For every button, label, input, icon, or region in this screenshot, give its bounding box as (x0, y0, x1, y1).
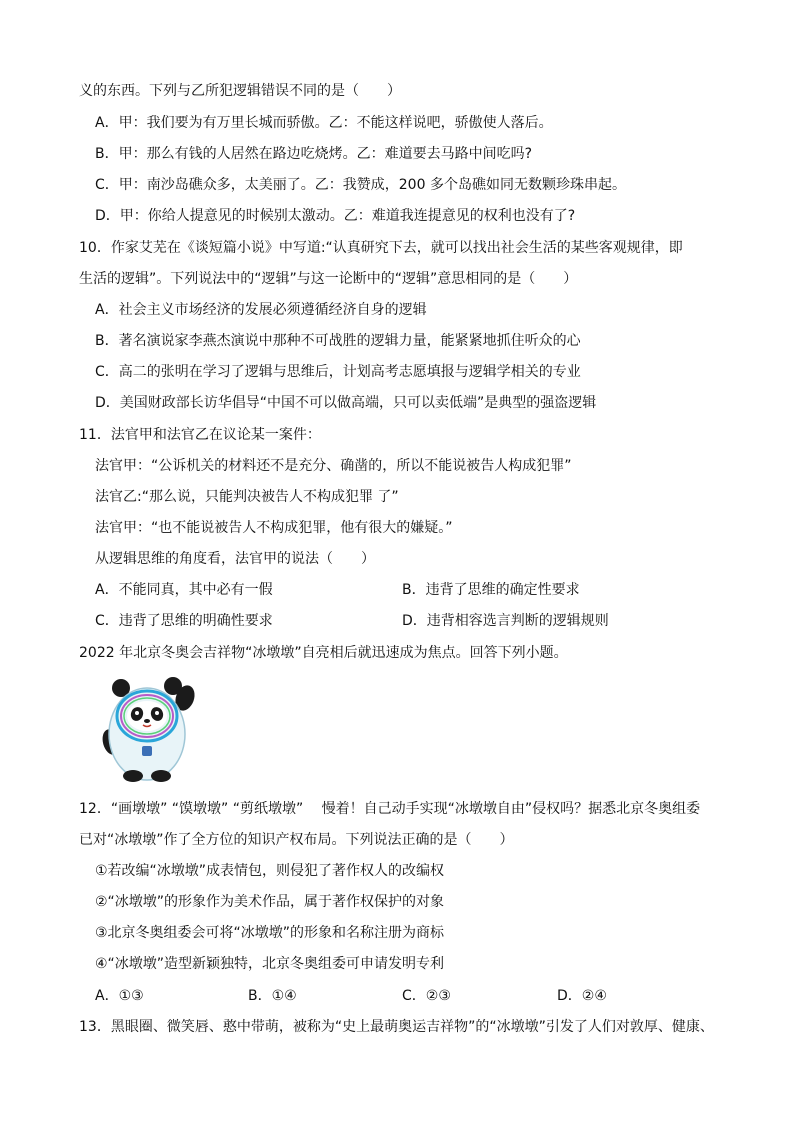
q11-quote-judge-b: 法官乙:“那么说，只能判决被告人不构成犯罪 了” (95, 489, 399, 505)
q10-option-c: C．高二的张明在学习了逻辑与思维后，计划高考志愿填报与逻辑学相关的专业 (95, 364, 581, 380)
q10-option-a: A．社会主义市场经济的发展必须遵循经济自身的逻辑 (95, 302, 427, 318)
q12-option-b: B．①④ (248, 988, 297, 1004)
q10-stem-line2: 生活的逻辑”。下列说法中的“逻辑”与这一论断中的“逻辑”意思相同的是（ ） (79, 271, 578, 287)
q10-option-d: D．美国财政部长访华倡导“中国不可以做高端，只可以卖低端”是典型的强盗逻辑 (95, 395, 597, 411)
q12-option-d: D．②④ (557, 988, 607, 1004)
q9-option-d: D．甲：你给人提意见的时候别太激动。乙：难道我连提意见的权利也没有了? (95, 208, 576, 224)
q11-option-d: D．违背相容选言判断的逻辑规则 (402, 613, 609, 629)
q12-option-c: C．②③ (402, 988, 451, 1004)
q10-stem-line1: 10．作家艾芜在《谈短篇小说》中写道:“认真研究下去，就可以找出社会生活的某些客观规律，即 (79, 240, 683, 256)
q11-option-a: A．不能同真，其中必有一假 (95, 582, 273, 598)
bing-dwen-dwen-image (97, 676, 207, 784)
q11-quote-judge-a1: 法官甲：“公诉机关的材料还不是充分、确凿的，所以不能说被告人构成犯罪” (95, 458, 572, 474)
q11-option-b: B．违背了思维的确定性要求 (402, 582, 580, 598)
material-intro: 2022 年北京冬奥会吉祥物“冰墩墩”自亮相后就迅速成为焦点。回答下列小题。 (79, 645, 568, 661)
q11-question: 从逻辑思维的角度看，法官甲的说法（ ） (95, 551, 375, 567)
q11-stem: 11．法官甲和法官乙在议论某一案件： (79, 427, 321, 443)
q12-stem-line1: 12．“画墩墩” “馍墩墩” “剪纸墩墩” 慢着！自己动手实现“冰墩墩自由”侵权吗？据悉北京冬奥组委 (79, 801, 701, 817)
q11-option-c: C．违背了思维的明确性要求 (95, 613, 273, 629)
q12-option-a: A．①③ (95, 988, 144, 1004)
q9-stem-tail: 义的东西。下列与乙所犯逻辑错误不同的是（ ） (79, 83, 401, 99)
q11-quote-judge-a2: 法官甲：“也不能说被告人不构成犯罪，他有很大的嫌疑。” (95, 520, 453, 536)
q12-statement-1: ①若改编“冰墩墩”成表情包，则侵犯了著作权人的改编权 (95, 863, 445, 879)
q12-statement-3: ③北京冬奥组委会可将“冰墩墩”的形象和名称注册为商标 (95, 925, 445, 941)
q12-statement-4: ④“冰墩墩”造型新颖独特，北京冬奥组委可申请发明专利 (95, 956, 445, 972)
q12-stem-line2: 已对“冰墩墩”作了全方位的知识产权布局。下列说法正确的是（ ） (79, 832, 514, 848)
q12-statement-2: ②“冰墩墩”的形象作为美术作品，属于著作权保护的对象 (95, 894, 445, 910)
q10-option-b: B．著名演说家李燕杰演说中那种不可战胜的逻辑力量，能紧紧地抓住听众的心 (95, 333, 581, 349)
q9-option-a: A．甲：我们要为有万里长城而骄傲。乙：不能这样说吧，骄傲使人落后。 (95, 115, 553, 131)
q13-stem-line1: 13．黑眼圈、微笑唇、憨中带萌，被称为“史上最萌奥运吉祥物”的“冰墩墩”引发了人们对敦厚、健康、 (79, 1019, 714, 1035)
q9-option-b: B．甲：那么有钱的人居然在路边吃烧烤。乙：难道要去马路中间吃吗? (95, 146, 533, 162)
q9-option-c: C．甲：南沙岛礁众多，太美丽了。乙：我赞成，200 多个岛礁如同无数颗珍珠串起。 (95, 177, 626, 193)
